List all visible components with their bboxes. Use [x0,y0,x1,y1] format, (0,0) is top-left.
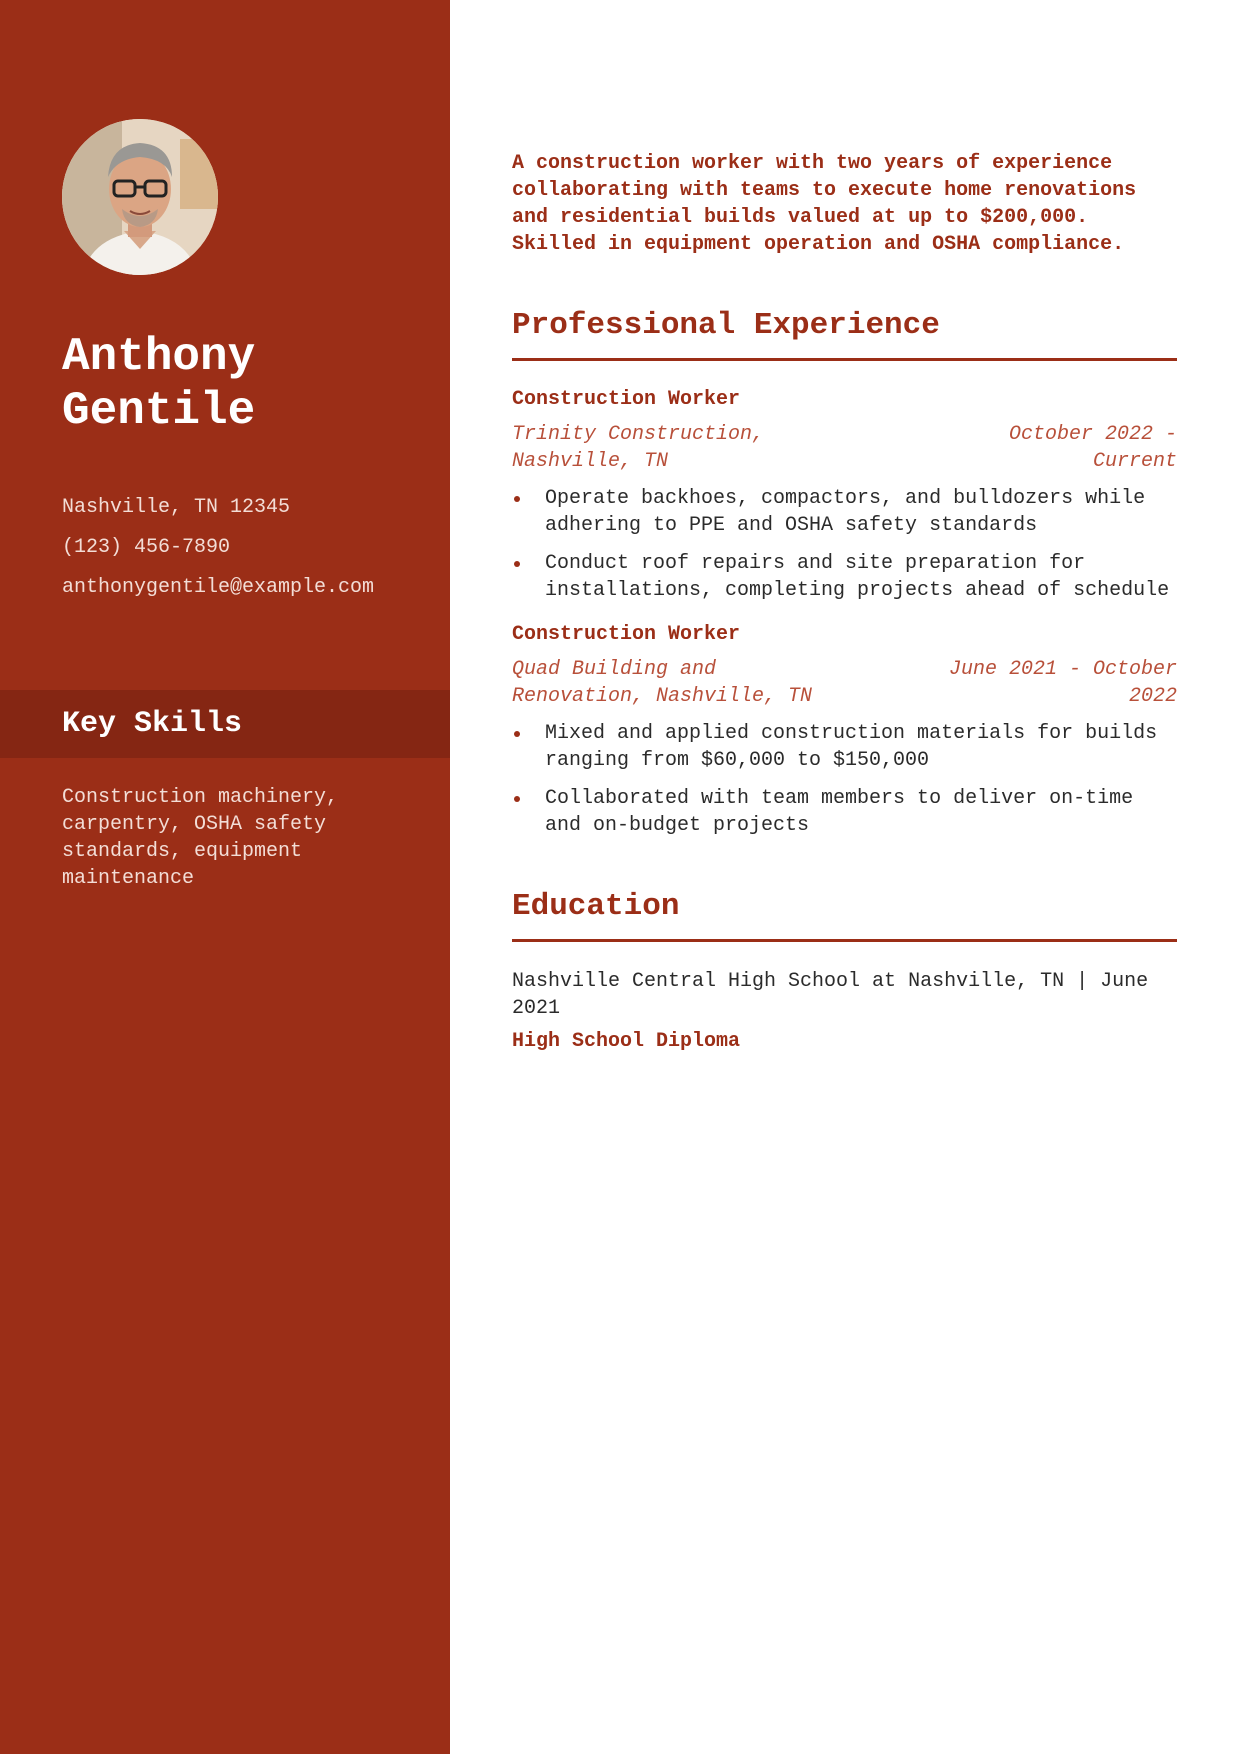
job-title: Construction Worker [512,388,741,411]
bullet-text: Collaborated with team members to deliver on-time and on-budget projects [545,787,1134,837]
contact-phone: (123) 456-7890 [62,536,231,559]
contact-location: Nashville, TN 12345 [62,496,291,519]
job-bullet [512,785,1177,839]
contact-info [62,494,392,614]
bullet-text: Conduct roof repairs and site preparation for installations, completing projects ahead of schedule [545,552,1170,602]
job-company: Quad Building and Renovation, Nashville, TN [512,658,813,708]
education-degree: High School Diploma [512,1030,741,1053]
contact-email: anthonygentile@example.com [62,576,375,599]
job-bullet [512,550,1177,604]
profile-photo-avatar [62,119,218,275]
name-last: Gentile [62,385,256,437]
job-meta [512,656,1177,710]
job-dates: June 2021 - October 2022 [948,658,1177,708]
skills-heading: Key Skills [62,707,243,741]
professional-summary: A construction worker with two years of experience collaborating with teams to execute home renovations and residential builds valued at up to $200,000. Skilled in equipment operation and OSHA compliance. [512,152,1137,256]
bullet-icon [514,561,520,567]
job-title: Construction Worker [512,623,741,646]
job-entry [512,387,1177,604]
profile-photo [62,119,218,275]
skills-header-band [0,690,450,758]
education-school: Nashville Central High School at Nashville, TN | June 2021 [512,970,1149,1020]
job-bullet [512,720,1177,774]
job-bullets [512,720,1177,839]
main-content [512,150,1177,1055]
name-first: Anthony [62,331,256,383]
experience-heading: Professional Experience [512,306,1177,361]
bullet-icon [514,731,520,737]
job-company: Trinity Construction, Nashville, TN [512,423,765,473]
job-meta [512,421,1177,475]
skills-text: Construction machinery, carpentry, OSHA safety standards, equipment maintenance [62,786,339,890]
sidebar [0,0,450,1754]
bullet-icon [514,496,520,502]
education-heading: Education [512,887,1177,942]
job-dates: October 2022 - Current [1008,423,1177,473]
bullet-icon [514,796,520,802]
job-entry [512,622,1177,839]
bullet-text: Operate backhoes, compactors, and bulldozers while adhering to PPE and OSHA safety standards [545,487,1146,537]
candidate-name [62,330,422,438]
bullet-text: Mixed and applied construction materials for builds ranging from $60,000 to $150,000 [545,722,1158,772]
job-bullet [512,485,1177,539]
job-bullets [512,485,1177,604]
